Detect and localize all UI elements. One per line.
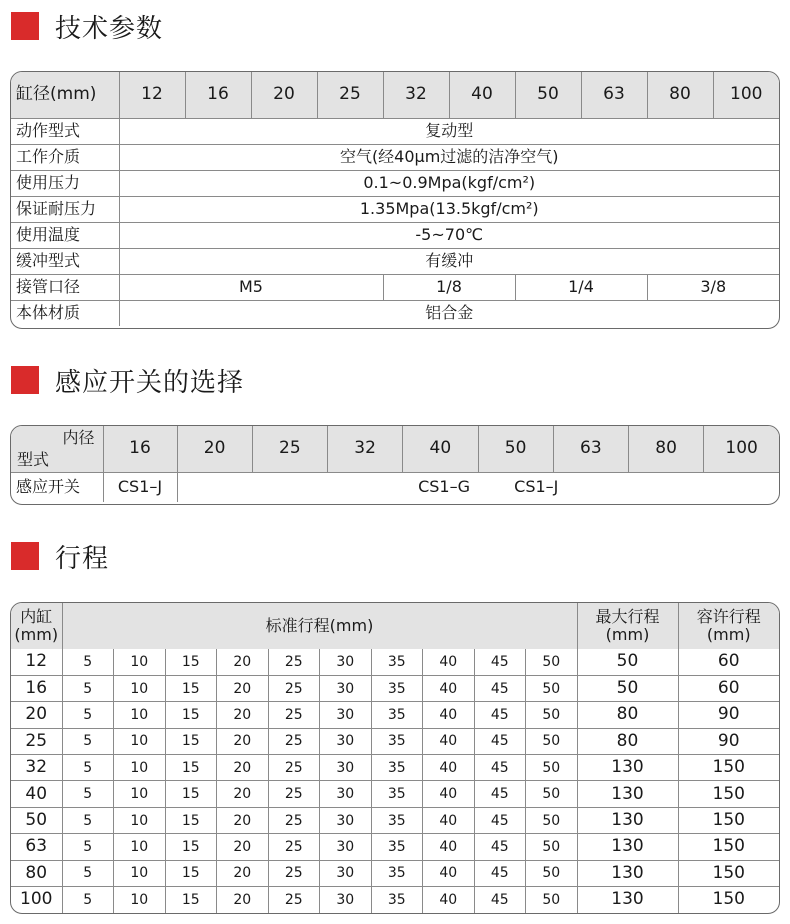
stroke-cell: 15 <box>165 755 217 781</box>
stroke-cell: 50 <box>526 887 578 913</box>
stroke-cell: 35 <box>371 781 423 807</box>
stroke-cell: 10 <box>114 675 166 701</box>
bore-cell: 20 <box>177 426 252 472</box>
max-stroke-cell: 80 <box>577 728 678 754</box>
stroke-cell: 40 <box>423 807 475 833</box>
stroke-cell: 35 <box>371 649 423 675</box>
bore-cell: 32 <box>383 72 449 118</box>
stroke-cell: 25 <box>268 887 320 913</box>
stroke-cell: 10 <box>114 728 166 754</box>
stroke-cell: 40 <box>423 649 475 675</box>
stroke-header-row <box>11 603 779 649</box>
bore-cell: 40 <box>403 426 478 472</box>
stroke-cell: 45 <box>474 860 526 886</box>
bore-cell: 16 <box>103 426 177 472</box>
stroke-cell: 40 <box>423 675 475 701</box>
row-value: 1.35Mpa(13.5kgf/cm²) <box>119 196 779 222</box>
stroke-cell: 20 <box>217 675 269 701</box>
row-value: 有缓冲 <box>119 248 779 274</box>
table-row <box>11 781 779 807</box>
stroke-cell: 15 <box>165 649 217 675</box>
header-line: (mm) <box>605 625 650 644</box>
stroke-cell: 45 <box>474 675 526 701</box>
stroke-cell: 35 <box>371 834 423 860</box>
bore-cell: 40 <box>11 781 62 807</box>
port-value: 1/8 <box>383 274 515 300</box>
max-stroke-cell: 130 <box>577 860 678 886</box>
stroke-cell: 15 <box>165 728 217 754</box>
stroke-cell: 15 <box>165 807 217 833</box>
table-row <box>11 860 779 886</box>
row-value: 铝合金 <box>119 300 779 326</box>
corner-top-label: 内径 <box>62 428 95 447</box>
stroke-cell: 50 <box>526 702 578 728</box>
stroke-cell: 30 <box>320 649 372 675</box>
stroke-cell: 30 <box>320 728 372 754</box>
row-label: 使用压力 <box>11 170 119 196</box>
max-stroke-cell: 130 <box>577 887 678 913</box>
stroke-cell: 5 <box>62 807 114 833</box>
stroke-cell: 5 <box>62 702 114 728</box>
table-row <box>11 222 779 248</box>
stroke-cell: 30 <box>320 834 372 860</box>
stroke-cell: 10 <box>114 807 166 833</box>
stroke-cell: 10 <box>114 834 166 860</box>
row-label: 本体材质 <box>11 300 119 326</box>
table-row <box>11 702 779 728</box>
stroke-cell: 40 <box>423 860 475 886</box>
max-stroke-cell: 130 <box>577 807 678 833</box>
red-square-icon <box>11 12 39 40</box>
bore-cell: 100 <box>713 72 779 118</box>
stroke-cell: 50 <box>526 675 578 701</box>
stroke-cell: 15 <box>165 834 217 860</box>
table-row <box>11 728 779 754</box>
stroke-cell: 5 <box>62 887 114 913</box>
table-row <box>11 887 779 913</box>
table-row <box>11 300 779 326</box>
allow-stroke-cell: 150 <box>678 807 779 833</box>
stroke-cell: 25 <box>268 834 320 860</box>
section-stroke-title <box>11 540 109 572</box>
stroke-cell: 45 <box>474 755 526 781</box>
row-label: 使用温度 <box>11 222 119 248</box>
bore-cell: 100 <box>11 887 62 913</box>
bore-cell: 12 <box>119 72 185 118</box>
stroke-cell: 10 <box>114 860 166 886</box>
stroke-cell: 15 <box>165 675 217 701</box>
allow-stroke-header <box>678 603 779 649</box>
stroke-cell: 30 <box>320 781 372 807</box>
row-value: 空气(经40μm过滤的洁净空气) <box>119 144 779 170</box>
bore-cell: 50 <box>478 426 553 472</box>
row-label: 工作介质 <box>11 144 119 170</box>
stroke-cell: 5 <box>62 675 114 701</box>
stroke-cell: 20 <box>217 887 269 913</box>
sensor-value: CS1–J <box>103 472 177 502</box>
sensor-value: CS1–J <box>514 477 559 497</box>
row-value: 0.1~0.9Mpa(kgf/cm²) <box>119 170 779 196</box>
section-sensor-title <box>11 364 244 396</box>
bore-cell: 32 <box>328 426 403 472</box>
stroke-cell: 20 <box>217 781 269 807</box>
bore-cell: 20 <box>11 702 62 728</box>
sensor-table <box>10 425 780 505</box>
stroke-cell: 20 <box>217 649 269 675</box>
row-label: 接管口径 <box>11 274 119 300</box>
bore-cell: 80 <box>11 860 62 886</box>
max-stroke-cell: 130 <box>577 781 678 807</box>
bore-header <box>11 603 62 649</box>
allow-stroke-cell: 150 <box>678 755 779 781</box>
bore-cell: 12 <box>11 649 62 675</box>
stroke-cell: 35 <box>371 887 423 913</box>
table-row <box>11 834 779 860</box>
table-row <box>11 675 779 701</box>
allow-stroke-cell: 150 <box>678 834 779 860</box>
stroke-cell: 5 <box>62 649 114 675</box>
max-stroke-cell: 130 <box>577 755 678 781</box>
stroke-cell: 25 <box>268 649 320 675</box>
bore-cell: 40 <box>449 72 515 118</box>
stroke-cell: 20 <box>217 755 269 781</box>
stroke-cell: 5 <box>62 728 114 754</box>
stroke-cell: 45 <box>474 887 526 913</box>
stroke-cell: 30 <box>320 807 372 833</box>
stroke-cell: 45 <box>474 781 526 807</box>
row-value: 复动型 <box>119 118 779 144</box>
bore-cell: 100 <box>704 426 779 472</box>
stroke-cell: 30 <box>320 702 372 728</box>
stroke-cell: 10 <box>114 781 166 807</box>
standard-stroke-header: 标准行程(mm) <box>62 603 577 649</box>
stroke-cell: 45 <box>474 702 526 728</box>
stroke-cell: 45 <box>474 807 526 833</box>
stroke-cell: 40 <box>423 781 475 807</box>
stroke-cell: 40 <box>423 834 475 860</box>
stroke-cell: 45 <box>474 834 526 860</box>
corner-header-cell <box>11 426 103 472</box>
stroke-cell: 40 <box>423 887 475 913</box>
stroke-cell: 20 <box>217 702 269 728</box>
bore-cell: 25 <box>252 426 327 472</box>
bore-cell: 50 <box>11 807 62 833</box>
stroke-cell: 35 <box>371 860 423 886</box>
header-line: 内缸 <box>20 606 53 626</box>
stroke-cell: 50 <box>526 755 578 781</box>
stroke-cell: 30 <box>320 675 372 701</box>
stroke-cell: 25 <box>268 807 320 833</box>
stroke-cell: 5 <box>62 781 114 807</box>
red-square-icon <box>11 542 39 570</box>
specs-table <box>10 71 780 329</box>
stroke-cell: 50 <box>526 781 578 807</box>
section-title: 感应开关的选择 <box>55 367 245 398</box>
bore-cell: 25 <box>11 728 62 754</box>
stroke-cell: 25 <box>268 755 320 781</box>
stroke-cell: 35 <box>371 728 423 754</box>
stroke-cell: 50 <box>526 860 578 886</box>
corner-bottom-label: 型式 <box>17 449 50 469</box>
bore-cell: 80 <box>647 72 713 118</box>
max-stroke-header <box>577 603 678 649</box>
allow-stroke-cell: 60 <box>678 675 779 701</box>
stroke-cell: 35 <box>371 807 423 833</box>
section-specs-title <box>11 10 163 42</box>
stroke-cell: 20 <box>217 807 269 833</box>
bore-cell: 32 <box>11 755 62 781</box>
table-row <box>11 755 779 781</box>
section-title: 技术参数 <box>55 13 164 44</box>
stroke-table <box>10 602 780 914</box>
bore-cell: 80 <box>629 426 704 472</box>
stroke-cell: 10 <box>114 887 166 913</box>
stroke-cell: 15 <box>165 781 217 807</box>
max-stroke-cell: 130 <box>577 834 678 860</box>
stroke-cell: 40 <box>423 702 475 728</box>
stroke-cell: 10 <box>114 702 166 728</box>
stroke-cell: 30 <box>320 755 372 781</box>
stroke-cell: 5 <box>62 755 114 781</box>
stroke-cell: 35 <box>371 675 423 701</box>
stroke-cell: 10 <box>114 649 166 675</box>
bore-cell: 16 <box>185 72 251 118</box>
table-row <box>11 144 779 170</box>
stroke-cell: 5 <box>62 860 114 886</box>
stroke-cell: 25 <box>268 702 320 728</box>
stroke-cell: 40 <box>423 728 475 754</box>
stroke-cell: 20 <box>217 834 269 860</box>
row-label: 保证耐压力 <box>11 196 119 222</box>
allow-stroke-cell: 90 <box>678 702 779 728</box>
stroke-cell: 25 <box>268 675 320 701</box>
specs-header-row <box>11 72 779 118</box>
table-row <box>11 807 779 833</box>
row-value: -5~70℃ <box>119 222 779 248</box>
stroke-cell: 20 <box>217 728 269 754</box>
stroke-cell: 30 <box>320 860 372 886</box>
bore-cell: 63 <box>11 834 62 860</box>
allow-stroke-cell: 150 <box>678 860 779 886</box>
stroke-cell: 35 <box>371 702 423 728</box>
stroke-cell: 50 <box>526 834 578 860</box>
header-line: 最大行程 <box>595 606 660 626</box>
stroke-cell: 20 <box>217 860 269 886</box>
stroke-cell: 15 <box>165 887 217 913</box>
bore-label: 缸径(mm) <box>11 72 119 118</box>
allow-stroke-cell: 150 <box>678 781 779 807</box>
table-row <box>11 274 779 300</box>
stroke-cell: 15 <box>165 860 217 886</box>
row-label: 感应开关 <box>11 472 103 502</box>
table-row <box>11 248 779 274</box>
max-stroke-cell: 80 <box>577 702 678 728</box>
stroke-cell: 10 <box>114 755 166 781</box>
bore-cell: 50 <box>515 72 581 118</box>
bore-cell: 63 <box>581 72 647 118</box>
allow-stroke-cell: 150 <box>678 887 779 913</box>
stroke-cell: 25 <box>268 728 320 754</box>
stroke-cell: 35 <box>371 755 423 781</box>
row-label: 缓冲型式 <box>11 248 119 274</box>
stroke-cell: 45 <box>474 728 526 754</box>
allow-stroke-cell: 60 <box>678 649 779 675</box>
sensor-value-group <box>177 472 779 502</box>
table-row <box>11 472 779 502</box>
stroke-cell: 15 <box>165 702 217 728</box>
header-line: (mm) <box>706 625 751 644</box>
stroke-cell: 40 <box>423 755 475 781</box>
red-square-icon <box>11 366 39 394</box>
table-row <box>11 196 779 222</box>
stroke-cell: 50 <box>526 649 578 675</box>
stroke-cell: 50 <box>526 807 578 833</box>
stroke-cell: 5 <box>62 834 114 860</box>
max-stroke-cell: 50 <box>577 649 678 675</box>
sensor-value: CS1–G <box>418 477 470 497</box>
bore-cell: 63 <box>553 426 628 472</box>
header-line: 容许行程 <box>696 606 761 626</box>
bore-cell: 20 <box>251 72 317 118</box>
header-line: (mm) <box>14 625 59 644</box>
port-value: 1/4 <box>515 274 647 300</box>
stroke-cell: 30 <box>320 887 372 913</box>
stroke-cell: 25 <box>268 860 320 886</box>
port-value: 3/8 <box>647 274 779 300</box>
table-row <box>11 118 779 144</box>
bore-cell: 16 <box>11 675 62 701</box>
stroke-cell: 50 <box>526 728 578 754</box>
max-stroke-cell: 50 <box>577 675 678 701</box>
sensor-header-row <box>11 426 779 472</box>
section-title: 行程 <box>55 543 110 574</box>
table-row <box>11 170 779 196</box>
table-row <box>11 649 779 675</box>
stroke-cell: 45 <box>474 649 526 675</box>
port-value: M5 <box>119 274 383 300</box>
row-label: 动作型式 <box>11 118 119 144</box>
allow-stroke-cell: 90 <box>678 728 779 754</box>
stroke-cell: 25 <box>268 781 320 807</box>
bore-cell: 25 <box>317 72 383 118</box>
